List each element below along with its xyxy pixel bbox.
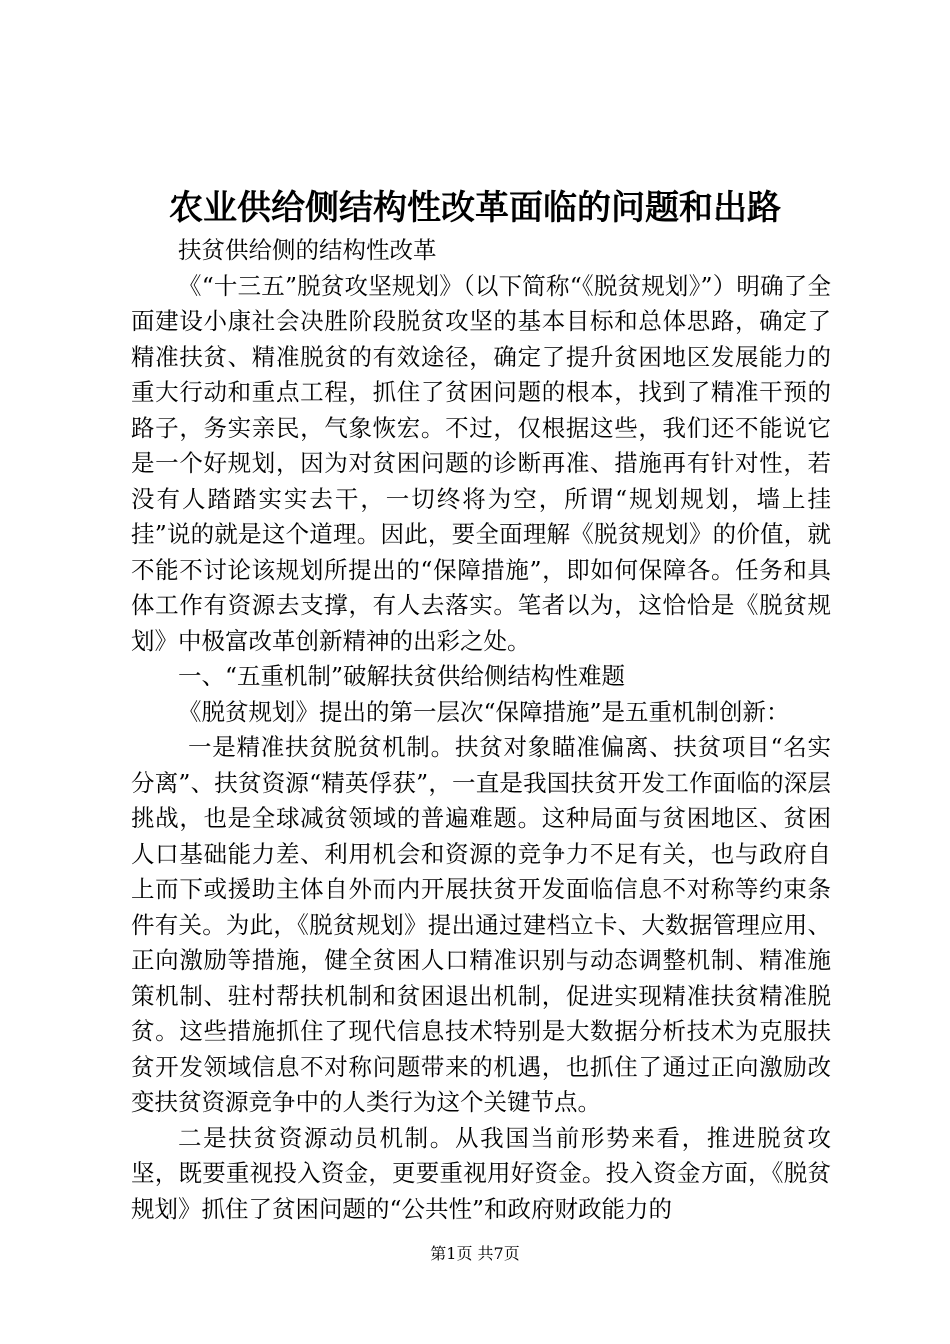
document-body (131, 233, 831, 1227)
document-title: 农业供给侧结构性改革面临的问题和出路 (169, 188, 781, 228)
page-number: 第1页 共7页 (430, 1244, 520, 1263)
paragraph-mechanism-1: 一是精准扶贫脱贫机制。扶贫对象瞄准偏离、扶贫项目“名实分离”、扶贫资源“精英俘获”，一直是我国扶贫开发工作面临的深层挑战，也是全球减贫领域的普遍难题。这种局面与贫困地区、贫困人口基础能力差、利用机会和资源的竞争力不足有关，也与政府自上而下或援助主体自外而内开展扶贫开发面临信息不对称等约束条件有关。为此，《脱贫规划》提出通过建档立卡、大数据管理应用、正向激励等措施，健全贫困人口精准识别与动态调整机制、精准施策机制、驻村帮扶机制和贫困退出机制，促进实现精准扶贫精准脱贫。这些措施抓住了现代信息技术特别是大数据分析技术为克服扶贫开发领域信息不对称问题带来的机遇，也抓住了通过正向激励改变扶贫资源竞争中的人类行为这个关键节点。 (131, 733, 831, 1116)
section-heading: 一、“五重机制”破解扶贫供给侧结构性难题 (178, 662, 626, 690)
paragraph-mechanism-2: 二是扶贫资源动员机制。从我国当前形势来看，推进脱贫攻坚，既要重视投入资金，更要重视用好资金。投入资金方面，《脱贫规划》抓住了贫困问题的“公共性”和政府财政能力的 (131, 1123, 831, 1223)
paragraph-intro: 《“十三五”脱贫攻坚规划》（以下简称“《脱贫规划》”）明确了全面建设小康社会决胜阶段脱贫攻坚的基本目标和总体思路，确定了精准扶贫、精准脱贫的有效途径，确定了提升贫困地区发展能力的重大行动和重点工程，抓住了贫困问题的根本，找到了精准干预的路子，务实亲民，气象恢宏。不过，仅根据这些，我们还不能说它是一个好规划，因为对贫困问题的诊断再准、措施再有针对性，若没有人踏踏实实去干，一切终将为空，所谓“规划规划，墙上挂挂”说的就是这个道理。因此，要全面理解《脱贫规划》的价值，就不能不讨论该规划所提出的“保障措施”，即如何保障各。任务和具体工作有资源去支撑，有人去落实。笔者以为，这恰恰是《脱贫规划》中极富改革创新精神的出彩之处。 (131, 271, 831, 655)
page-footer (0, 1242, 950, 1266)
paragraph-mechanisms: 《脱贫规划》提出的第一层次“保障措施”是五重机制创新： (178, 697, 790, 726)
document-subtitle: 扶贫供给侧的结构性改革 (178, 236, 437, 264)
